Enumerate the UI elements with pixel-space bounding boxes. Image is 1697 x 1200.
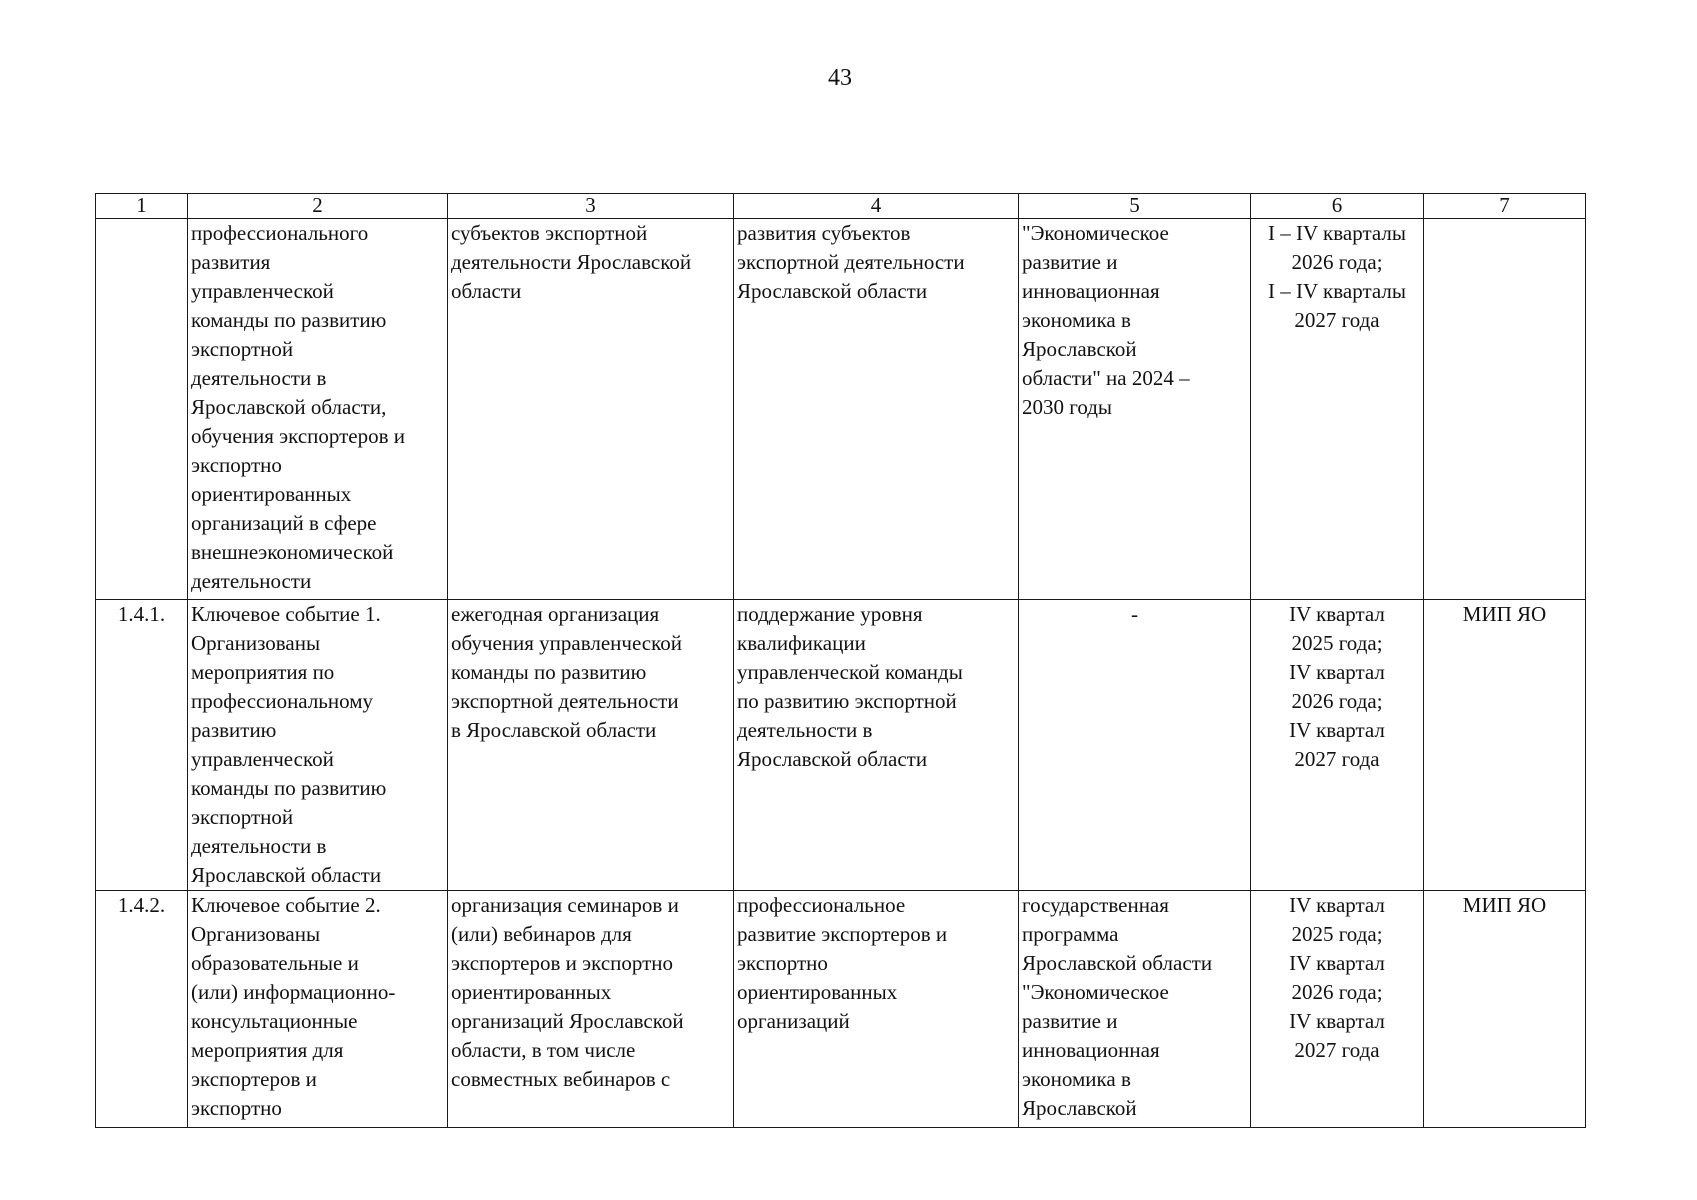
result-cell: профессиональное развитие экспортеров и экспортно ориентированных организаций — [734, 891, 1019, 1128]
table-row — [96, 600, 1586, 891]
executor-cell — [1424, 219, 1586, 600]
column-header-6: 6 — [1251, 194, 1424, 219]
plan-table — [95, 193, 1586, 1128]
period-cell: IV квартал 2025 года; IV квартал 2026 года; IV квартал 2027 года — [1251, 891, 1424, 1128]
event-cell: Ключевое событие 2. Организованы образовательные и (или) информационно- консультационные мероприятия для экспортеров и экспортно — [188, 891, 448, 1128]
row-number-cell: 1.4.2. — [96, 891, 188, 1128]
column-header-5: 5 — [1019, 194, 1251, 219]
executor-cell: МИП ЯО — [1424, 891, 1586, 1128]
table-row — [96, 219, 1586, 600]
event-cell: профессионального развития управленческой команды по развитию экспортной деятельности в Ярославской области, обучения экспортеров и экспортно ориентированных организаций в сфере внешнеэкономической деятельности — [188, 219, 448, 600]
result-cell: поддержание уровня квалификации управленческой команды по развитию экспортной деятельности в Ярославской области — [734, 600, 1019, 891]
period-cell: IV квартал 2025 года; IV квартал 2026 года; IV квартал 2027 года — [1251, 600, 1424, 891]
column-header-2: 2 — [188, 194, 448, 219]
column-header-4: 4 — [734, 194, 1019, 219]
program-cell: "Экономическое развитие и инновационная экономика в Ярославской области" на 2024 – 2030 годы — [1019, 219, 1251, 600]
executor-cell: МИП ЯО — [1424, 600, 1586, 891]
event-cell: Ключевое событие 1. Организованы мероприятия по профессиональному развитию управленческой команды по развитию экспортной деятельности в Ярославской области — [188, 600, 448, 891]
program-cell: - — [1019, 600, 1251, 891]
header-row — [96, 194, 1586, 219]
task-cell: ежегодная организация обучения управленческой команды по развитию экспортной деятельности в Ярославской области — [448, 600, 734, 891]
program-cell: государственная программа Ярославской области "Экономическое развитие и инновационная экономика в Ярославской — [1019, 891, 1251, 1128]
result-cell: развития субъектов экспортной деятельности Ярославской области — [734, 219, 1019, 600]
column-header-3: 3 — [448, 194, 734, 219]
column-header-7: 7 — [1424, 194, 1586, 219]
table-row — [96, 891, 1586, 1128]
page-number: 43 — [828, 65, 852, 91]
period-cell: I – IV кварталы 2026 года; I – IV кварталы 2027 года — [1251, 219, 1424, 600]
row-number-cell — [96, 219, 188, 600]
task-cell: субъектов экспортной деятельности Ярославской области — [448, 219, 734, 600]
row-number-cell: 1.4.1. — [96, 600, 188, 891]
column-header-1: 1 — [96, 194, 188, 219]
task-cell: организация семинаров и (или) вебинаров для экспортеров и экспортно ориентированных организаций Ярославской области, в том числе совместных вебинаров с — [448, 891, 734, 1128]
